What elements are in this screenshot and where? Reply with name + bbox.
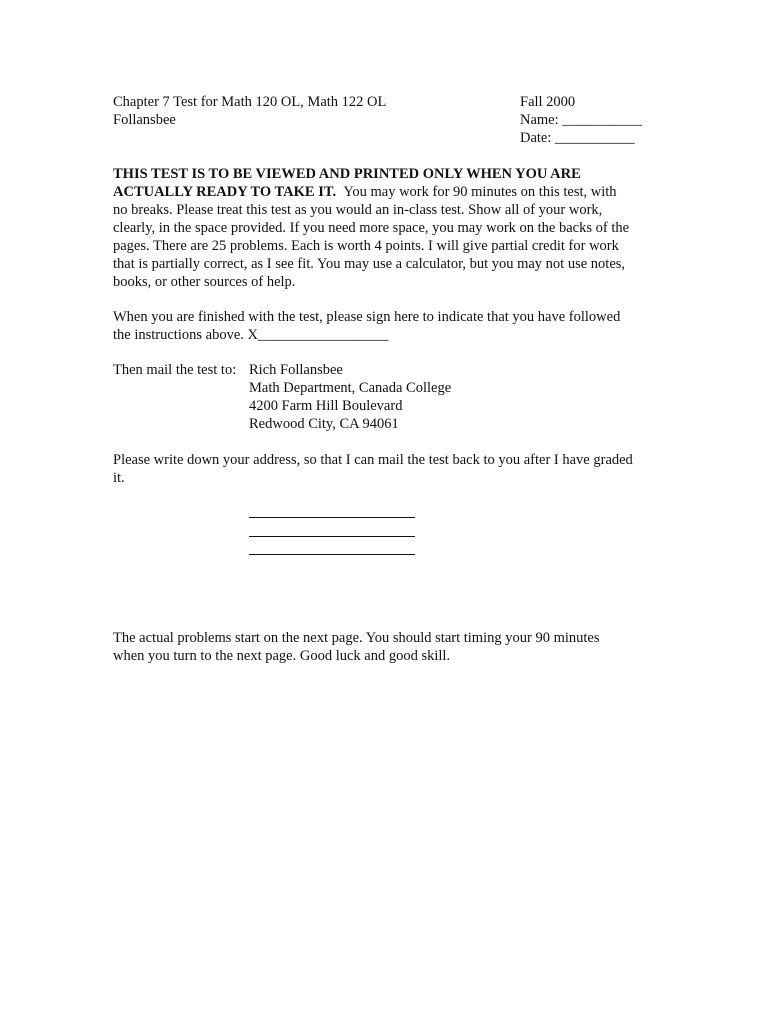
- mail-to-label: Then mail the test to:: [113, 362, 237, 378]
- signature-paragraph: [113, 308, 620, 344]
- instructions-line-2-rest: You may work for 90 minutes on this test, with: [343, 184, 617, 200]
- instructions-line-6: that is partially correct, as I see fit. You may use a calculator, but you may not use notes,: [113, 256, 626, 272]
- term-label: Fall 2000: [520, 94, 576, 110]
- closing-line-2: when you turn to the next page. Good luck and good skill.: [113, 648, 451, 664]
- signature-line-1: When you are finished with the test, please sign here to indicate that you have followed: [113, 309, 621, 325]
- address-request-line-2: it.: [113, 470, 125, 486]
- recipient-department: Math Department, Canada College: [249, 380, 452, 396]
- instructions-line-3: no breaks. Please treat this test as you would an in-class test. Show all of your work,: [113, 202, 603, 218]
- warning-line-2: ACTUALLY READY TO TAKE IT.: [113, 184, 337, 200]
- instructions-paragraph: [113, 165, 629, 291]
- recipient-street: 4200 Farm Hill Boulevard: [249, 398, 403, 414]
- recipient-city: Redwood City, CA 94061: [249, 416, 399, 432]
- warning-line-1: THIS TEST IS TO BE VIEWED AND PRINTED ONLY WHEN YOU ARE: [113, 166, 581, 182]
- recipient-name: Rich Follansbee: [249, 362, 343, 378]
- name-field-label: Name: ___________: [520, 112, 643, 128]
- address-blank-line-2: [249, 536, 415, 537]
- instructions-line-2: [113, 183, 629, 201]
- address-blank-line-3: [249, 554, 415, 555]
- instructions-line-4: clearly, in the space provided. If you need more space, you may work on the backs of the: [113, 220, 630, 236]
- mailing-address: [249, 361, 451, 433]
- closing-line-1: The actual problems start on the next page. You should start timing your 90 minutes: [113, 630, 600, 646]
- instructions-line-5: pages. There are 25 problems. Each is worth 4 points. I will give partial credit for work: [113, 238, 619, 254]
- address-request-paragraph: [113, 451, 633, 487]
- signature-line-2: the instructions above. X__________________: [113, 327, 389, 343]
- address-blank-line-1: [249, 517, 415, 518]
- course-title: Chapter 7 Test for Math 120 OL, Math 122 OL: [113, 94, 387, 110]
- date-field-label: Date: ___________: [520, 130, 635, 146]
- instructions-line-7: books, or other sources of help.: [113, 274, 296, 290]
- address-request-line-1: Please write down your address, so that I can mail the test back to you after I have graded: [113, 452, 633, 468]
- closing-paragraph: [113, 629, 600, 665]
- instructor-name: Follansbee: [113, 112, 176, 128]
- header-right: [520, 93, 642, 147]
- header-left: [113, 93, 386, 129]
